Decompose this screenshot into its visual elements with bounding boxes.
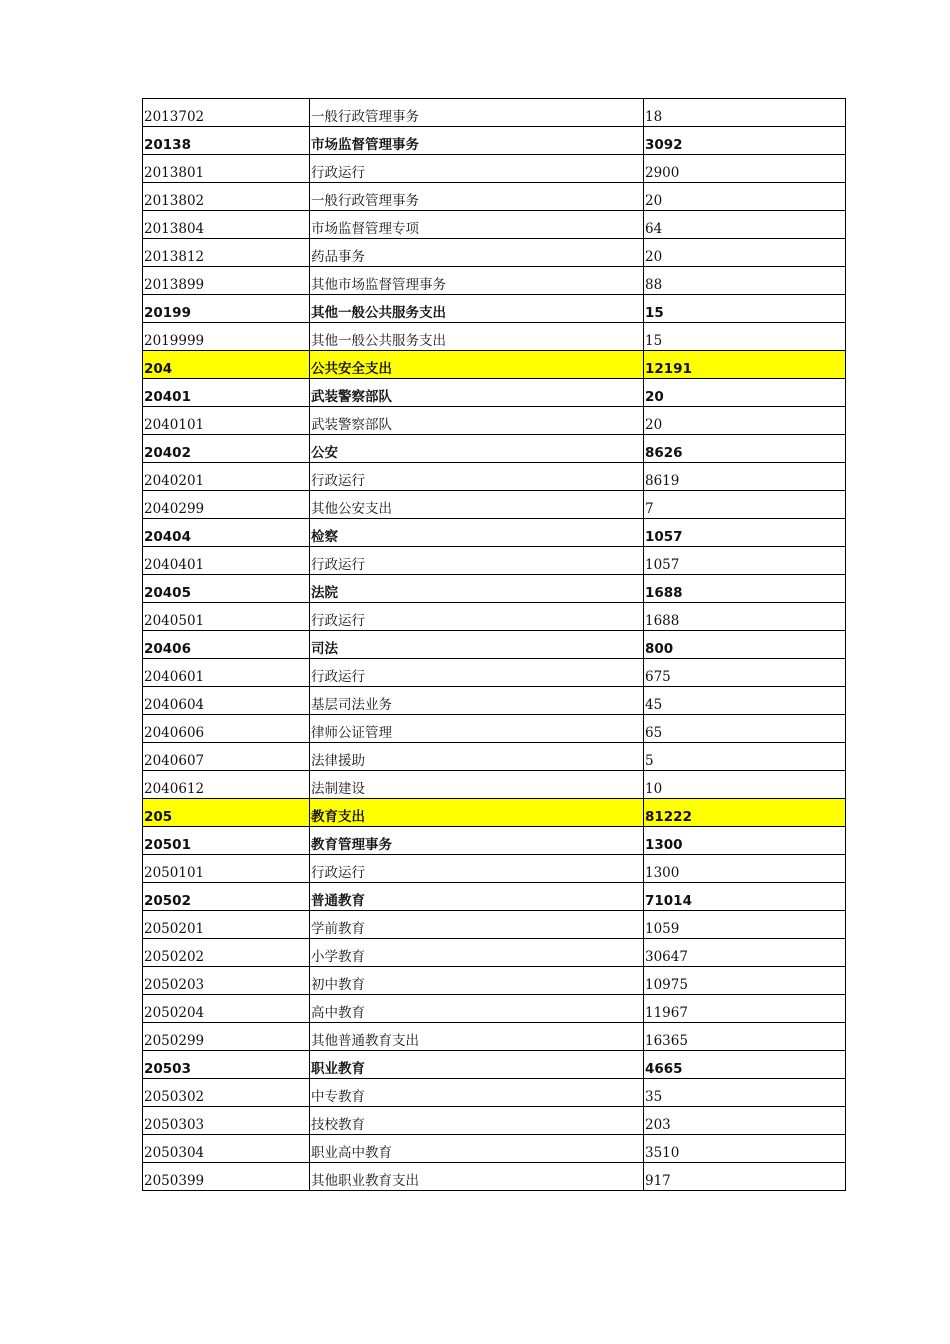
table-row [143, 743, 846, 771]
cell-code: 2013702 [143, 99, 310, 127]
cell-code: 2040604 [143, 687, 310, 715]
cell-name: 职业教育 [310, 1051, 644, 1079]
table-row [143, 1023, 846, 1051]
cell-code: 2013899 [143, 267, 310, 295]
cell-amount: 10 [644, 771, 846, 799]
cell-amount: 20 [644, 183, 846, 211]
cell-amount: 30647 [644, 939, 846, 967]
table-row [143, 659, 846, 687]
table-row [143, 827, 846, 855]
cell-code: 2013802 [143, 183, 310, 211]
cell-amount: 1300 [644, 855, 846, 883]
cell-name: 一般行政管理事务 [310, 183, 644, 211]
table-row [143, 995, 846, 1023]
cell-code: 2040401 [143, 547, 310, 575]
cell-code: 2050101 [143, 855, 310, 883]
cell-amount: 35 [644, 1079, 846, 1107]
cell-code: 2050201 [143, 911, 310, 939]
cell-name: 武装警察部队 [310, 379, 644, 407]
cell-code: 2040501 [143, 603, 310, 631]
cell-amount: 65 [644, 715, 846, 743]
cell-amount: 16365 [644, 1023, 846, 1051]
cell-amount: 8626 [644, 435, 846, 463]
budget-table-body [143, 99, 846, 1191]
budget-table [142, 98, 846, 1191]
cell-name: 其他公安支出 [310, 491, 644, 519]
table-row [143, 883, 846, 911]
table-row [143, 1051, 846, 1079]
table-row [143, 715, 846, 743]
cell-code: 20501 [143, 827, 310, 855]
cell-amount: 203 [644, 1107, 846, 1135]
table-row [143, 799, 846, 827]
cell-code: 20401 [143, 379, 310, 407]
cell-name: 职业高中教育 [310, 1135, 644, 1163]
table-row [143, 267, 846, 295]
cell-code: 2050203 [143, 967, 310, 995]
cell-name: 一般行政管理事务 [310, 99, 644, 127]
cell-name: 司法 [310, 631, 644, 659]
cell-amount: 917 [644, 1163, 846, 1191]
cell-name: 中专教育 [310, 1079, 644, 1107]
cell-name: 公共安全支出 [310, 351, 644, 379]
cell-name: 公安 [310, 435, 644, 463]
cell-name: 教育管理事务 [310, 827, 644, 855]
cell-name: 高中教育 [310, 995, 644, 1023]
cell-code: 2040201 [143, 463, 310, 491]
cell-name: 其他一般公共服务支出 [310, 295, 644, 323]
table-row [143, 603, 846, 631]
table-row [143, 211, 846, 239]
cell-name: 其他职业教育支出 [310, 1163, 644, 1191]
cell-name: 律师公证管理 [310, 715, 644, 743]
table-row [143, 967, 846, 995]
table-row [143, 939, 846, 967]
cell-amount: 88 [644, 267, 846, 295]
cell-name: 法制建设 [310, 771, 644, 799]
cell-amount: 1688 [644, 575, 846, 603]
table-row [143, 295, 846, 323]
cell-code: 2013812 [143, 239, 310, 267]
cell-name: 法院 [310, 575, 644, 603]
cell-name: 其他市场监督管理事务 [310, 267, 644, 295]
table-row [143, 1079, 846, 1107]
table-row [143, 855, 846, 883]
cell-code: 2040607 [143, 743, 310, 771]
table-row [143, 127, 846, 155]
cell-code: 2050302 [143, 1079, 310, 1107]
cell-name: 药品事务 [310, 239, 644, 267]
cell-code: 2013801 [143, 155, 310, 183]
cell-code: 2040606 [143, 715, 310, 743]
table-row [143, 183, 846, 211]
cell-name: 市场监督管理专项 [310, 211, 644, 239]
cell-name: 其他一般公共服务支出 [310, 323, 644, 351]
cell-name: 基层司法业务 [310, 687, 644, 715]
cell-amount: 45 [644, 687, 846, 715]
cell-code: 2050304 [143, 1135, 310, 1163]
cell-code: 2013804 [143, 211, 310, 239]
cell-amount: 20 [644, 407, 846, 435]
cell-amount: 1057 [644, 519, 846, 547]
cell-amount: 1059 [644, 911, 846, 939]
cell-name: 行政运行 [310, 603, 644, 631]
table-row [143, 631, 846, 659]
table-row [143, 99, 846, 127]
cell-amount: 15 [644, 323, 846, 351]
cell-name: 其他普通教育支出 [310, 1023, 644, 1051]
cell-code: 2050202 [143, 939, 310, 967]
cell-amount: 10975 [644, 967, 846, 995]
cell-amount: 2900 [644, 155, 846, 183]
cell-amount: 3092 [644, 127, 846, 155]
table-row [143, 519, 846, 547]
cell-code: 20199 [143, 295, 310, 323]
cell-name: 武装警察部队 [310, 407, 644, 435]
cell-name: 行政运行 [310, 659, 644, 687]
cell-code: 20404 [143, 519, 310, 547]
table-row [143, 463, 846, 491]
table-row [143, 323, 846, 351]
cell-code: 205 [143, 799, 310, 827]
cell-name: 教育支出 [310, 799, 644, 827]
table-row [143, 1135, 846, 1163]
cell-name: 小学教育 [310, 939, 644, 967]
cell-name: 市场监督管理事务 [310, 127, 644, 155]
cell-amount: 12191 [644, 351, 846, 379]
cell-code: 20503 [143, 1051, 310, 1079]
cell-name: 行政运行 [310, 463, 644, 491]
cell-code: 20402 [143, 435, 310, 463]
table-row [143, 491, 846, 519]
cell-code: 2050303 [143, 1107, 310, 1135]
cell-amount: 5 [644, 743, 846, 771]
cell-code: 20502 [143, 883, 310, 911]
cell-amount: 15 [644, 295, 846, 323]
cell-code: 2019999 [143, 323, 310, 351]
cell-code: 2050299 [143, 1023, 310, 1051]
table-row [143, 155, 846, 183]
table-row [143, 407, 846, 435]
cell-amount: 8619 [644, 463, 846, 491]
cell-amount: 675 [644, 659, 846, 687]
table-row [143, 435, 846, 463]
cell-amount: 71014 [644, 883, 846, 911]
cell-amount: 1057 [644, 547, 846, 575]
cell-code: 2050204 [143, 995, 310, 1023]
cell-code: 2040101 [143, 407, 310, 435]
cell-code: 2050399 [143, 1163, 310, 1191]
cell-amount: 3510 [644, 1135, 846, 1163]
cell-name: 学前教育 [310, 911, 644, 939]
cell-name: 法律援助 [310, 743, 644, 771]
cell-code: 20406 [143, 631, 310, 659]
table-row [143, 771, 846, 799]
cell-code: 2040601 [143, 659, 310, 687]
cell-amount: 20 [644, 379, 846, 407]
cell-name: 初中教育 [310, 967, 644, 995]
cell-amount: 1688 [644, 603, 846, 631]
cell-code: 204 [143, 351, 310, 379]
cell-code: 20138 [143, 127, 310, 155]
table-row [143, 1107, 846, 1135]
cell-amount: 7 [644, 491, 846, 519]
table-row [143, 379, 846, 407]
table-row [143, 547, 846, 575]
cell-code: 2040299 [143, 491, 310, 519]
cell-code: 20405 [143, 575, 310, 603]
cell-name: 技校教育 [310, 1107, 644, 1135]
table-row [143, 911, 846, 939]
cell-amount: 64 [644, 211, 846, 239]
table-row [143, 239, 846, 267]
cell-amount: 1300 [644, 827, 846, 855]
cell-amount: 18 [644, 99, 846, 127]
cell-name: 行政运行 [310, 855, 644, 883]
table-row [143, 351, 846, 379]
cell-name: 普通教育 [310, 883, 644, 911]
table-row [143, 1163, 846, 1191]
cell-amount: 11967 [644, 995, 846, 1023]
cell-name: 行政运行 [310, 155, 644, 183]
cell-amount: 81222 [644, 799, 846, 827]
cell-amount: 800 [644, 631, 846, 659]
table-row [143, 687, 846, 715]
cell-name: 检察 [310, 519, 644, 547]
cell-amount: 4665 [644, 1051, 846, 1079]
cell-amount: 20 [644, 239, 846, 267]
cell-name: 行政运行 [310, 547, 644, 575]
cell-code: 2040612 [143, 771, 310, 799]
table-row [143, 575, 846, 603]
